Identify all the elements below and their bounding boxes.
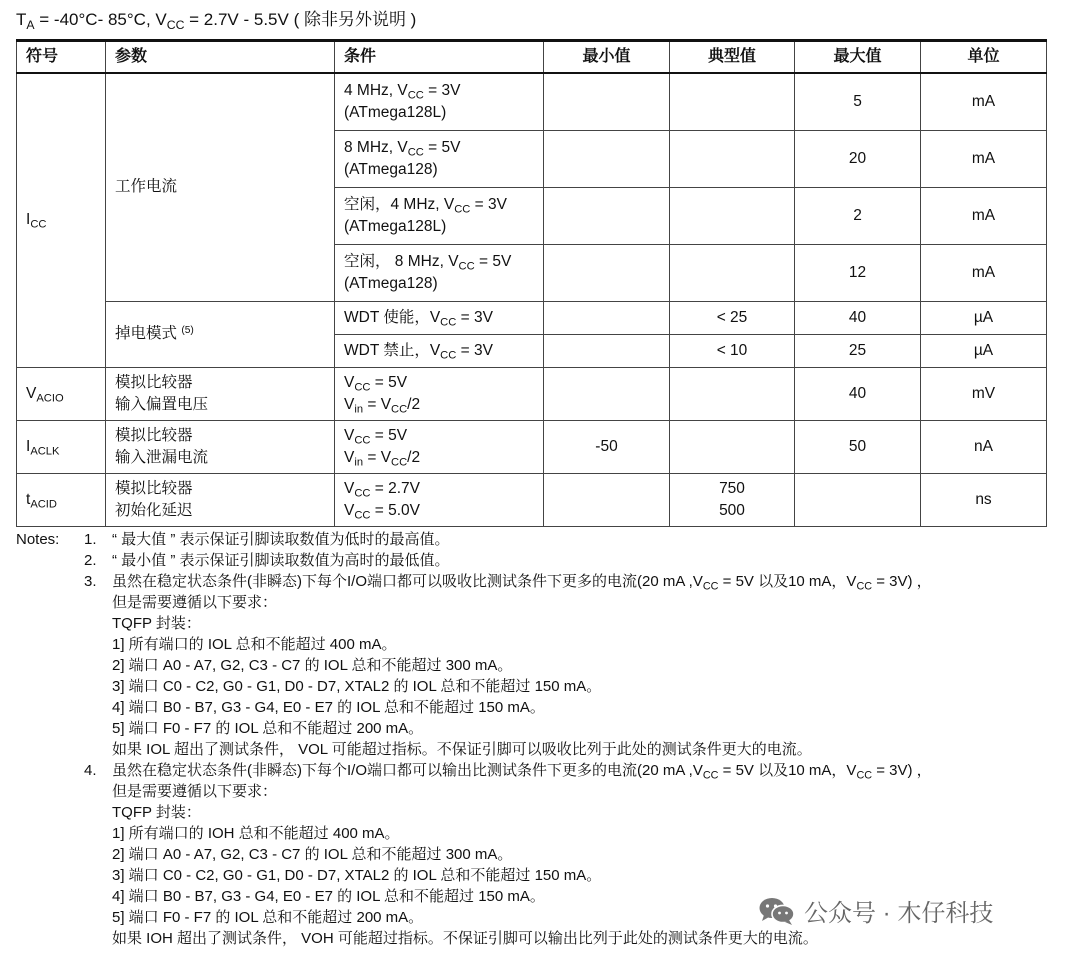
- unit-cell: ns: [921, 473, 1047, 526]
- unit-cell: µA: [921, 301, 1047, 334]
- condition-cell: $V_{CC} = 5V$ $V_{in} = V_{CC}/2$: [335, 420, 544, 473]
- min-cell: [544, 187, 670, 244]
- condition-cell: WDT 禁止，$V_{CC} = 3V$: [335, 334, 544, 367]
- col-symbol: 符号: [17, 41, 106, 74]
- table-row: [17, 301, 1047, 334]
- typ-cell: [670, 367, 795, 420]
- parameter-cell: 模拟比较器 输入泄漏电流: [106, 420, 335, 473]
- min-cell: [544, 334, 670, 367]
- min-cell: [544, 244, 670, 301]
- typ-cell: [670, 244, 795, 301]
- min-cell: [544, 130, 670, 187]
- typ-cell: [670, 73, 795, 130]
- symbol-cell: $t_{ACID}$: [17, 473, 106, 526]
- condition-cell: $V_{CC} = 2.7V$ $V_{CC} = 5.0V$: [335, 473, 544, 526]
- unit-cell: mA: [921, 130, 1047, 187]
- table-row: [17, 473, 1047, 526]
- col-typ: 典型值: [670, 41, 795, 74]
- typ-cell: [670, 130, 795, 187]
- unit-cell: mA: [921, 244, 1047, 301]
- typ-cell: < 10: [670, 334, 795, 367]
- watermark: [758, 893, 993, 928]
- col-max: 最大值: [795, 41, 921, 74]
- max-cell: 12: [795, 244, 921, 301]
- table-header-row: [17, 41, 1047, 74]
- wechat-icon: [758, 896, 796, 926]
- condition-cell: 4 MHz, $V_{CC} = 3V$ (ATmega128L): [335, 73, 544, 130]
- max-cell: 40: [795, 301, 921, 334]
- condition-cell: $V_{CC} = 5V$ $V_{in} = V_{CC}/2$: [335, 367, 544, 420]
- unit-cell: mA: [921, 187, 1047, 244]
- table-row: [17, 420, 1047, 473]
- max-cell: 5: [795, 73, 921, 130]
- max-cell: 25: [795, 334, 921, 367]
- max-cell: 50: [795, 420, 921, 473]
- min-cell: [544, 473, 670, 526]
- max-cell: [795, 473, 921, 526]
- conditions-header: $T_A = -40^\circ C-$ 85°C, $V_{CC} = 2.7V - 5.5V$ ( 除非另外说明 ): [16, 10, 417, 32]
- parameter-cell: 模拟比较器 输入偏置电压: [106, 367, 335, 420]
- parameter-cell: 掉电模式 $^{(5)}$: [106, 301, 335, 367]
- condition-cell: 8 MHz, $V_{CC} = 5V$ (ATmega128): [335, 130, 544, 187]
- col-min: 最小值: [544, 41, 670, 74]
- unit-cell: µA: [921, 334, 1047, 367]
- table-row: [17, 73, 1047, 130]
- typ-cell: [670, 187, 795, 244]
- condition-cell: WDT 使能，$V_{CC} = 3V$: [335, 301, 544, 334]
- col-parameter: 参数: [106, 41, 335, 74]
- symbol-cell: $V_{ACIO}$: [17, 367, 106, 420]
- dc-characteristics-table: [16, 39, 1047, 527]
- max-cell: 20: [795, 130, 921, 187]
- typ-cell: 750 500: [670, 473, 795, 526]
- unit-cell: mV: [921, 367, 1047, 420]
- min-cell: -50: [544, 420, 670, 473]
- notes-label: Notes:: [16, 531, 60, 548]
- symbol-cell: $I_{ACLK}$: [17, 420, 106, 473]
- min-cell: [544, 73, 670, 130]
- parameter-cell: 模拟比较器 初始化延迟: [106, 473, 335, 526]
- condition-cell: 空闲， 8 MHz, $V_{CC} = 5V$ (ATmega128): [335, 244, 544, 301]
- watermark-text: 公众号 · 木仔科技: [804, 900, 994, 927]
- unit-cell: nA: [921, 420, 1047, 473]
- col-condition: 条件: [335, 41, 544, 74]
- min-cell: [544, 367, 670, 420]
- table-row: [17, 367, 1047, 420]
- unit-cell: mA: [921, 73, 1047, 130]
- condition-cell: 空闲，4 MHz, $V_{CC} = 3V$ (ATmega128L): [335, 187, 544, 244]
- typ-cell: < 25: [670, 301, 795, 334]
- typ-cell: [670, 420, 795, 473]
- max-cell: 40: [795, 367, 921, 420]
- max-cell: 2: [795, 187, 921, 244]
- parameter-cell: 工作电流: [106, 73, 335, 301]
- min-cell: [544, 301, 670, 334]
- symbol-cell: $I_{CC}$: [17, 73, 106, 367]
- col-unit: 单位: [921, 41, 1047, 74]
